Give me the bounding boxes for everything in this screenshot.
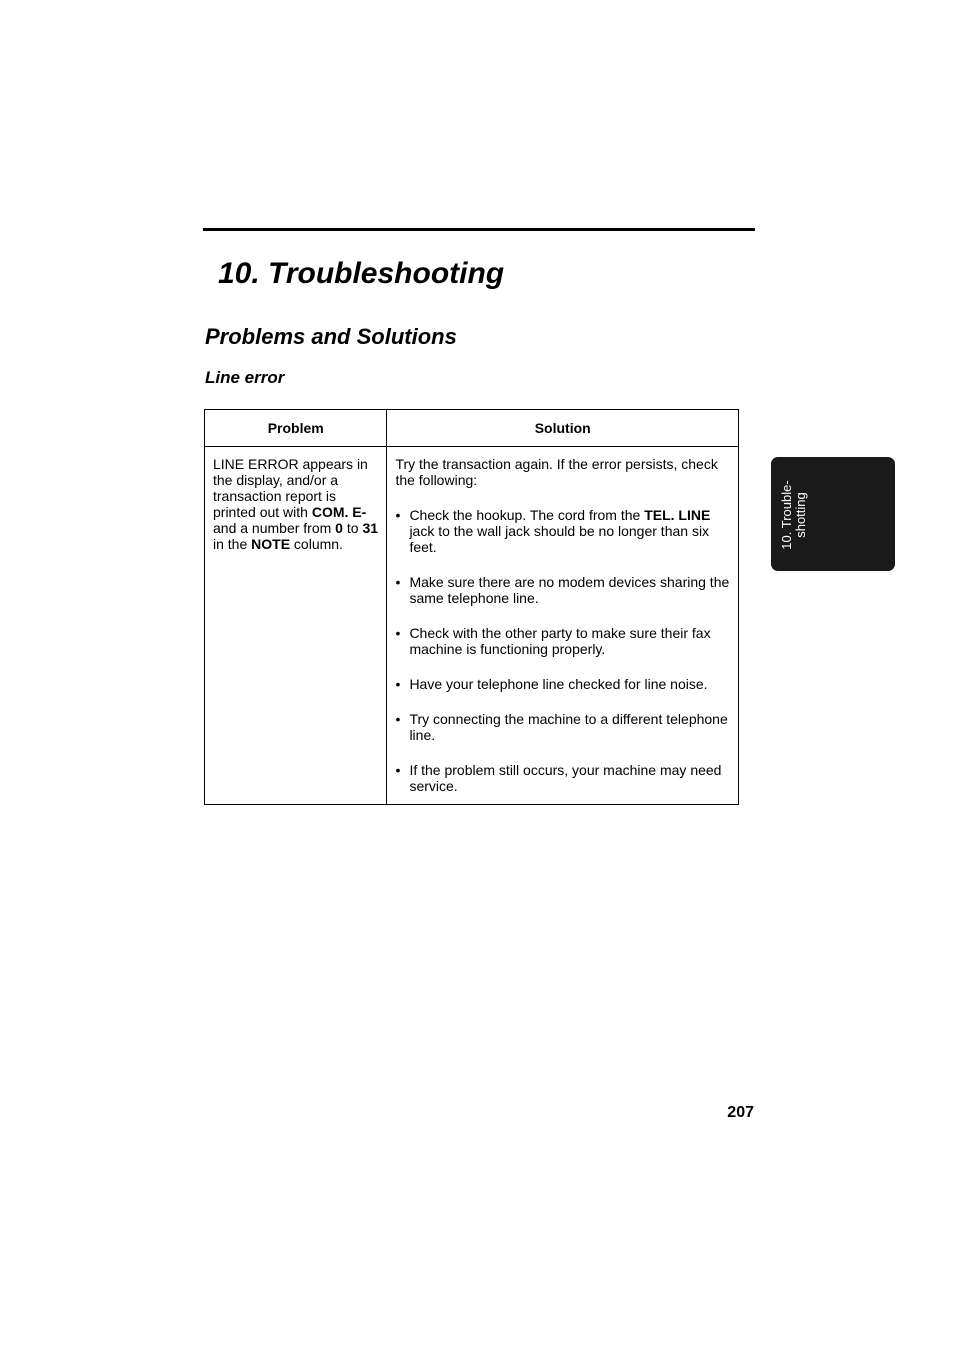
- problem-range-start: 0: [335, 520, 343, 536]
- side-tab-label: [780, 470, 808, 560]
- tel-line-label: TEL. LINE: [644, 507, 711, 523]
- problem-text: in the: [213, 536, 252, 552]
- solution-item-text: jack to the wall jack should be no longer than six feet.: [409, 523, 710, 555]
- problem-text: to: [342, 520, 363, 536]
- troubleshooting-table: [204, 409, 739, 805]
- solution-item-text: Make sure there are no modem devices sharing the same telephone line.: [409, 574, 730, 606]
- problem-code-com-e: COM. E-: [311, 504, 367, 520]
- problem-text: LINE ERROR appears in the display, and/or a transaction report is printed out with: [213, 456, 368, 520]
- bullet: •: [395, 676, 401, 692]
- list-item: [395, 711, 733, 743]
- header-problem: Problem: [205, 410, 387, 447]
- section-title: Problems and Solutions: [205, 324, 457, 349]
- solution-item-text: Check the hookup. The cord from the: [409, 507, 645, 523]
- bullet: •: [395, 625, 401, 641]
- side-tab-line-2: shotting: [793, 492, 808, 538]
- bullet: •: [395, 711, 401, 727]
- problem-note-column: NOTE: [251, 536, 291, 552]
- side-tab-line-1: 10. Trouble-: [779, 480, 794, 550]
- solution-cell: [387, 447, 739, 805]
- problem-range-end: 31: [362, 520, 379, 536]
- subsection-title: Line error: [205, 368, 285, 387]
- problem-text: and a number from: [213, 520, 336, 536]
- list-item: [395, 676, 733, 692]
- solution-item-text: If the problem still occurs, your machine may need service.: [409, 762, 722, 794]
- solution-item-text: Have your telephone line checked for line noise.: [409, 676, 708, 692]
- bullet: •: [395, 762, 401, 778]
- solution-item-text: Try connecting the machine to a different telephone line.: [409, 711, 728, 743]
- problem-cell: [205, 447, 387, 805]
- chapter-title: 10. Troubleshooting: [218, 257, 505, 290]
- list-item: [395, 507, 733, 555]
- solution-item-text: Check with the other party to make sure their fax machine is functioning properly.: [409, 625, 711, 657]
- top-rule: [203, 228, 755, 231]
- table-header-row: [205, 410, 739, 447]
- header-solution: Solution: [387, 410, 739, 447]
- bullet: •: [395, 507, 401, 523]
- solution-intro: Try the transaction again. If the error persists, check the following:: [395, 456, 718, 488]
- list-item: [395, 574, 733, 606]
- solution-list: [395, 507, 733, 794]
- list-item: [395, 762, 733, 794]
- page-number: 207: [727, 1104, 754, 1121]
- table-row: [205, 447, 739, 805]
- problem-text: column.: [290, 536, 343, 552]
- bullet: •: [395, 574, 401, 590]
- list-item: [395, 625, 733, 657]
